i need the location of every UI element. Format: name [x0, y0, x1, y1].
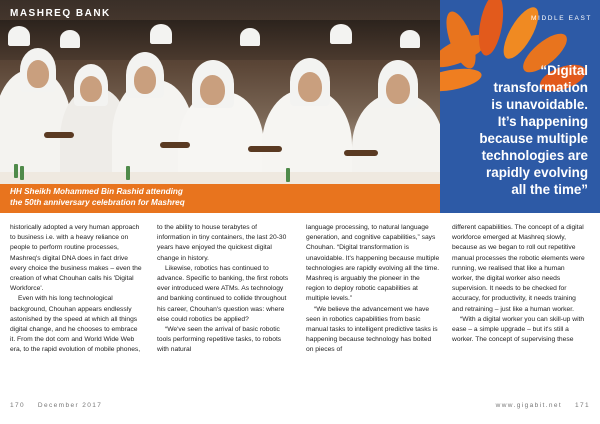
quote-line: technologies are [481, 148, 588, 163]
page-number: 171 [574, 402, 590, 409]
paragraph: historically adopted a very human approach to business i.e. with a heavy reliance on people to perform routine processes, Mashreq's digital DNA does in fact drive every choice the business makes – even the creation of what Chouhan calls his 'Digital Workforce'. [10, 224, 142, 293]
paragraph: Likewise, robotics has continued to advance. Specific to banking, the first robots ever introduced were ATMs. As technology and banking continued to collide throughout his career, Chouhan's question was: where else could robotics be applied? [157, 264, 289, 323]
caption-line: the 50th anniversary celebration for Mashreq [10, 198, 185, 207]
quote-line: transformation [493, 80, 588, 95]
photo-caption [10, 186, 290, 208]
brand-label: MASHREQ BANK [10, 8, 111, 19]
quote-line: It’s happening [497, 114, 588, 129]
issue-date: December 2017 [37, 402, 103, 409]
paragraph: Even with his long technological background, Chouhan appears endlessly astonished by the speed at which all things digital change, and he chooses to embrace it. From the dot com and World Wide Web era, to the rapid evolution of mobile phones, [10, 295, 141, 354]
section-label: MIDDLE EAST [531, 15, 592, 22]
paragraph: “We believe the advancement we have seen in robotics capabilities from basic manual tasks to intelligent predictive tasks is happening because technology has bolted on pieces of [306, 305, 438, 354]
caption-line: HH Sheikh Mohammed Bin Rashid attending [10, 187, 183, 196]
body-column-1 [10, 223, 144, 356]
pull-quote [438, 62, 588, 198]
paragraph: language processing, to natural language generation, and cognitive capabilities,” says Chouhan. “Digital transformation is unavoidable. It's happening because multiple technologies are rapidly evolving all the time. Mashreq is arguably the pioneer in the region to deploy robotic capabilities at multiple levels.” [306, 224, 440, 303]
site-url: www.gigabit.net [495, 402, 563, 409]
paragraph: “With a digital worker you can skill-up with ease – a simple upgrade – but it's still a worker. The concept of supervising these [452, 315, 585, 344]
body-column-4 [452, 223, 586, 345]
quote-line: because multiple [479, 131, 588, 146]
event-photo [0, 0, 440, 213]
body-column-3 [306, 223, 440, 356]
right-folio [496, 402, 590, 409]
paragraph: different capabilities. The concept of a digital workforce emerged at Mashreq slowly, because as we began to roll out repetitive manual processes the robotic elements were running, we realised that like a human worker, the digital worker also needs supervision. It needs to be checked for accuracy, for productivity, it needs training and retraining – just like a human worker. [452, 224, 585, 313]
paragraph: to the ability to house terabytes of information in tiny containers, the last 20-30 years have enjoyed the quickest digital change in history. [157, 224, 287, 262]
quote-line: “Digital [540, 63, 588, 78]
quote-line: all the time” [511, 182, 588, 197]
left-folio [10, 402, 102, 409]
page-number: 170 [10, 402, 26, 409]
body-column-2 [157, 223, 291, 356]
quote-line: is unavoidable. [491, 97, 588, 112]
quote-line: rapidly evolving [486, 165, 588, 180]
paragraph: “We've seen the arrival of basic robotic tools performing repetitive tasks, to robots with natural [157, 326, 282, 354]
